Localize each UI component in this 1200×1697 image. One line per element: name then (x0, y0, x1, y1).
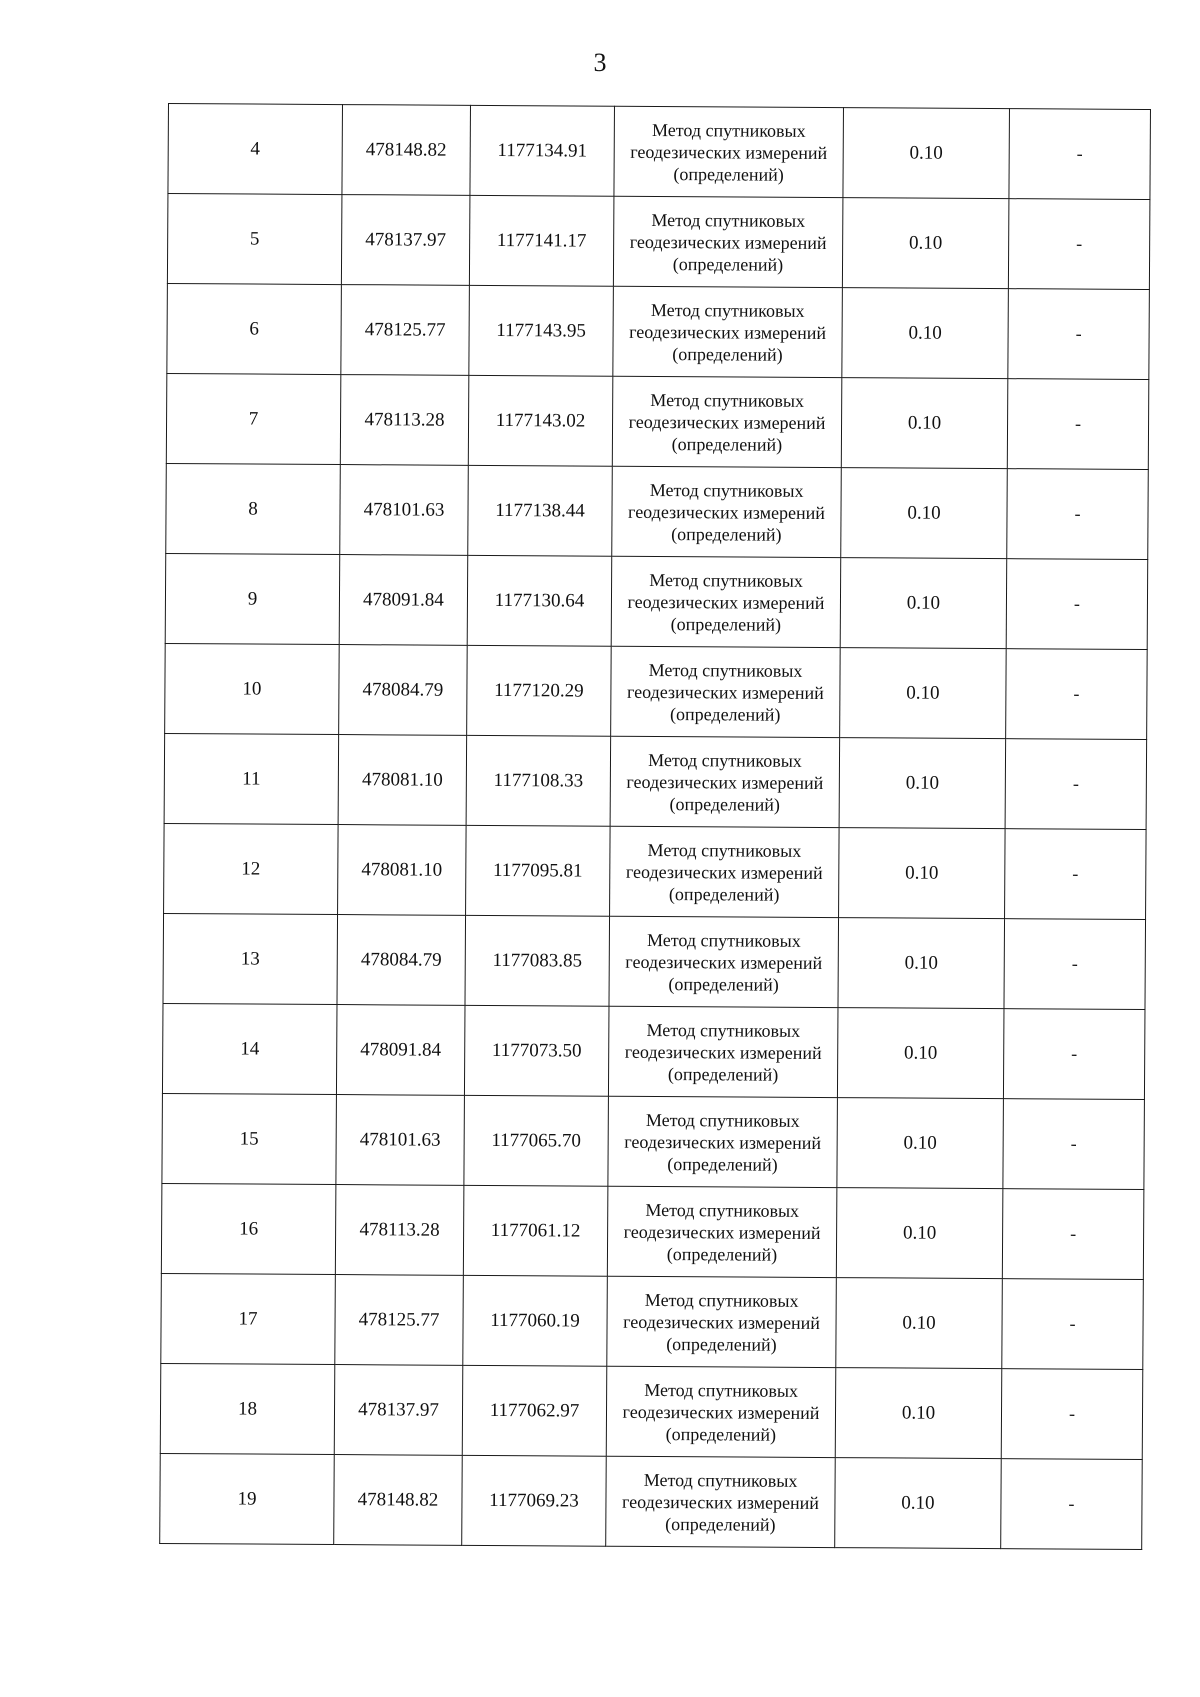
y-coordinate-cell: 1177060.19 (463, 1275, 608, 1366)
point-number-cell: 18 (160, 1363, 335, 1454)
point-number-cell: 8 (166, 463, 341, 554)
y-coordinate-cell: 1177061.12 (463, 1185, 608, 1276)
x-coordinate-cell: 478101.63 (336, 1095, 465, 1186)
accuracy-cell: 0.10 (841, 468, 1008, 559)
description-cell: - (1003, 1009, 1145, 1100)
x-coordinate-cell: 478125.77 (341, 285, 470, 376)
x-coordinate-cell: 478084.79 (339, 645, 468, 736)
accuracy-cell: 0.10 (838, 918, 1005, 1009)
accuracy-cell: 0.10 (836, 1188, 1003, 1279)
point-number-cell: 4 (168, 104, 343, 195)
y-coordinate-cell: 1177069.23 (462, 1455, 607, 1546)
accuracy-cell: 0.10 (836, 1278, 1003, 1369)
method-cell: Метод спутниковых геодезических измерений (определений) (610, 736, 840, 827)
accuracy-cell: 0.10 (842, 198, 1009, 289)
table-row (164, 733, 1147, 829)
x-coordinate-cell: 478113.28 (340, 375, 469, 466)
description-cell: - (1001, 1459, 1143, 1550)
y-coordinate-cell: 1177141.17 (469, 195, 614, 286)
method-cell: Метод спутниковых геодезических измерений (определений) (608, 1096, 838, 1187)
point-number-cell: 10 (165, 643, 340, 734)
coordinates-table (159, 103, 1151, 1550)
accuracy-cell: 0.10 (839, 738, 1006, 829)
point-number-cell: 19 (160, 1453, 335, 1544)
y-coordinate-cell: 1177120.29 (467, 645, 612, 736)
table-row (162, 1093, 1145, 1189)
x-coordinate-cell: 478081.10 (338, 735, 467, 826)
point-number-cell: 17 (161, 1273, 336, 1364)
point-number-cell: 15 (162, 1093, 337, 1184)
method-cell: Метод спутниковых геодезических измерений (определений) (606, 1456, 836, 1547)
y-coordinate-cell: 1177130.64 (467, 555, 612, 646)
accuracy-cell: 0.10 (842, 288, 1009, 379)
accuracy-cell: 0.10 (835, 1458, 1002, 1549)
y-coordinate-cell: 1177143.02 (468, 375, 613, 466)
description-cell: - (1005, 829, 1147, 920)
method-cell: Метод спутниковых геодезических измерений (определений) (607, 1276, 837, 1367)
table-row (161, 1273, 1144, 1369)
accuracy-cell: 0.10 (837, 1008, 1004, 1099)
point-number-cell: 16 (161, 1183, 336, 1274)
table-row (163, 913, 1146, 1009)
x-coordinate-cell: 478113.28 (335, 1185, 464, 1276)
description-cell: - (1007, 379, 1149, 470)
table-row (167, 283, 1150, 379)
x-coordinate-cell: 478148.82 (334, 1455, 463, 1546)
x-coordinate-cell: 478091.84 (339, 555, 468, 646)
y-coordinate-cell: 1177083.85 (465, 915, 610, 1006)
x-coordinate-cell: 478137.97 (334, 1365, 463, 1456)
point-number-cell: 13 (163, 913, 338, 1004)
table-row (160, 1453, 1143, 1549)
accuracy-cell: 0.10 (841, 378, 1008, 469)
table-row (165, 643, 1148, 739)
method-cell: Метод спутниковых геодезических измерений (определений) (606, 1366, 836, 1457)
table-body (160, 104, 1151, 1550)
point-number-cell: 12 (164, 823, 339, 914)
table-row (167, 194, 1150, 290)
method-cell: Метод спутниковых геодезических измерений (определений) (608, 1006, 838, 1097)
method-cell: Метод спутниковых геодезических измерений (определений) (612, 376, 842, 467)
x-coordinate-cell: 478125.77 (335, 1275, 464, 1366)
y-coordinate-cell: 1177138.44 (468, 465, 613, 556)
table-row (165, 553, 1148, 649)
accuracy-cell: 0.10 (840, 558, 1007, 649)
method-cell: Метод спутниковых геодезических измерений (определений) (613, 286, 843, 377)
description-cell: - (1008, 199, 1150, 290)
point-number-cell: 9 (165, 553, 340, 644)
method-cell: Метод спутниковых геодезических измерений (определений) (609, 916, 839, 1007)
table-row (162, 1003, 1145, 1099)
table-row (168, 104, 1151, 200)
table-row (161, 1183, 1144, 1279)
description-cell: - (1006, 559, 1148, 650)
table-row (166, 463, 1149, 559)
x-coordinate-cell: 478084.79 (337, 915, 466, 1006)
x-coordinate-cell: 478137.97 (341, 195, 470, 286)
x-coordinate-cell: 478091.84 (336, 1005, 465, 1096)
description-cell: - (1002, 1279, 1144, 1370)
y-coordinate-cell: 1177095.81 (466, 825, 611, 916)
accuracy-cell: 0.10 (843, 108, 1010, 199)
x-coordinate-cell: 478081.10 (338, 825, 467, 916)
page-number: 3 (593, 48, 607, 77)
description-cell: - (1002, 1189, 1144, 1280)
method-cell: Метод спутниковых геодезических измерений (определений) (611, 556, 841, 647)
point-number-cell: 7 (166, 373, 341, 464)
y-coordinate-cell: 1177108.33 (466, 735, 611, 826)
method-cell: Метод спутниковых геодезических измерений (определений) (607, 1186, 837, 1277)
point-number-cell: 6 (167, 283, 342, 374)
description-cell: - (1003, 1099, 1145, 1190)
accuracy-cell: 0.10 (839, 828, 1006, 919)
accuracy-cell: 0.10 (840, 648, 1007, 739)
method-cell: Метод спутниковых геодезических измерений (определений) (612, 466, 842, 557)
method-cell: Метод спутниковых геодезических измерений (определений) (614, 106, 844, 197)
description-cell: - (1008, 289, 1150, 380)
point-number-cell: 5 (167, 194, 342, 285)
accuracy-cell: 0.10 (837, 1098, 1004, 1189)
point-number-cell: 11 (164, 733, 339, 824)
description-cell: - (1007, 469, 1149, 560)
description-cell: - (1006, 649, 1148, 740)
table-row (166, 373, 1149, 469)
table-row (160, 1363, 1143, 1459)
description-cell: - (1009, 109, 1151, 200)
method-cell: Метод спутниковых геодезических измерений (определений) (613, 196, 843, 287)
x-coordinate-cell: 478148.82 (342, 105, 471, 196)
method-cell: Метод спутниковых геодезических измерений (определений) (611, 646, 841, 737)
description-cell: - (1001, 1369, 1143, 1460)
y-coordinate-cell: 1177134.91 (470, 105, 615, 196)
y-coordinate-cell: 1177062.97 (462, 1365, 607, 1456)
method-cell: Метод спутниковых геодезических измерений (определений) (610, 826, 840, 917)
table-row (164, 823, 1147, 919)
point-number-cell: 14 (162, 1003, 337, 1094)
description-cell: - (1004, 919, 1146, 1010)
y-coordinate-cell: 1177065.70 (464, 1095, 609, 1186)
y-coordinate-cell: 1177143.95 (469, 285, 614, 376)
y-coordinate-cell: 1177073.50 (464, 1005, 609, 1096)
description-cell: - (1005, 739, 1147, 830)
accuracy-cell: 0.10 (835, 1368, 1002, 1459)
x-coordinate-cell: 478101.63 (340, 465, 469, 556)
